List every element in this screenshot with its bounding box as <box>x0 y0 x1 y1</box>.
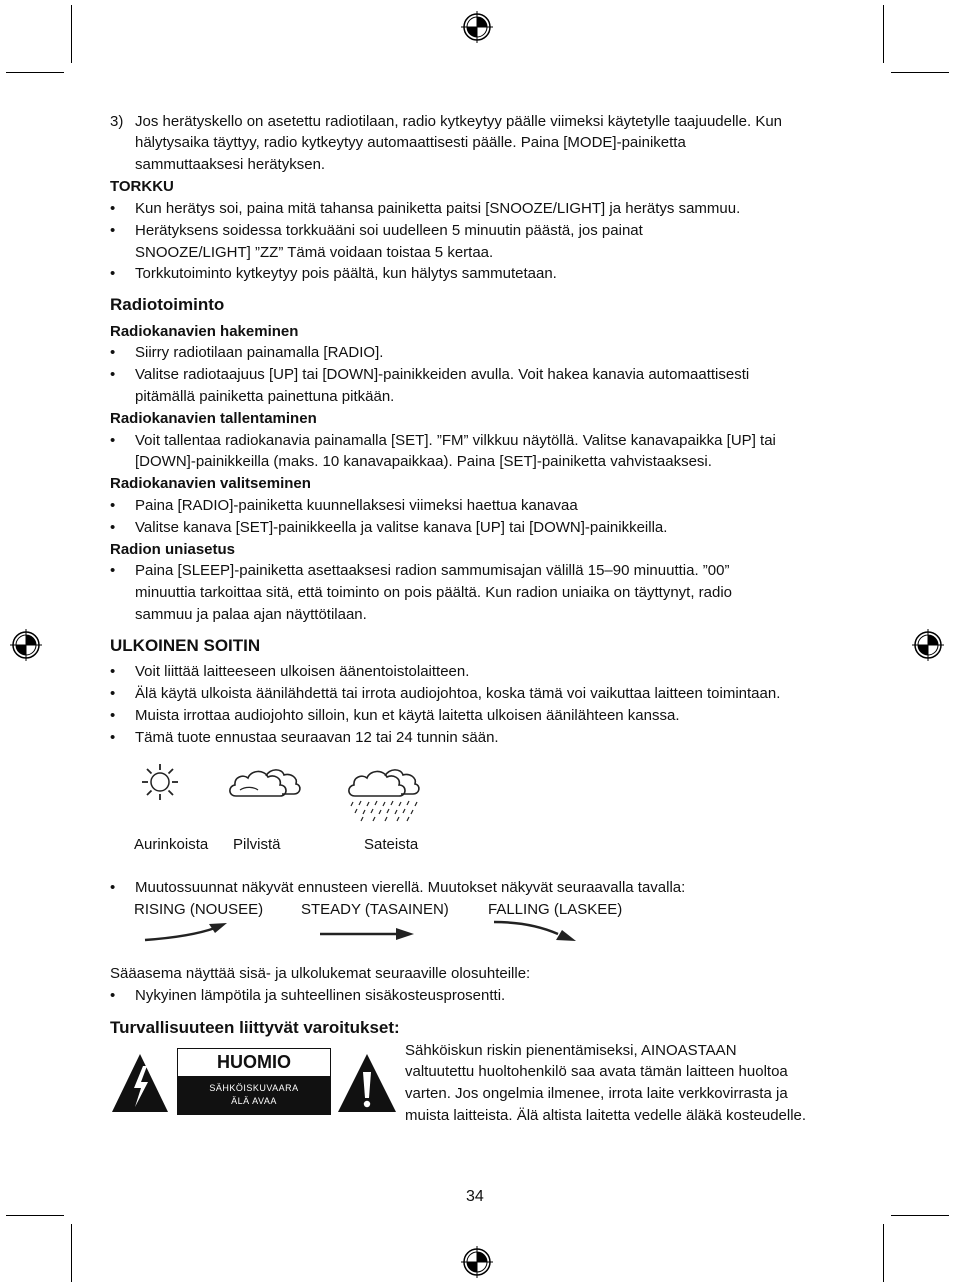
weather-label-sunny: Aurinkoista <box>134 836 209 853</box>
warning-sign-body <box>178 1076 330 1114</box>
registration-mark-icon <box>10 629 42 661</box>
bullet-text: SNOOZE/LIGHT] ”ZZ” Tämä voidaan toistaa 5 kertaa. <box>135 244 494 261</box>
registration-mark-icon <box>461 1246 493 1278</box>
trend-label-rising: RISING (NOUSEE) <box>134 901 264 918</box>
intro-line: sammuttaaksesi herätyksen. <box>135 156 326 173</box>
rising-arrow-icon <box>143 920 233 944</box>
falling-arrow-icon <box>492 918 582 944</box>
sun-icon <box>140 762 180 802</box>
safety-text-line: Sähköiskun riskin pienentämiseksi, AINOASTAAN <box>405 1042 737 1059</box>
warning-sign <box>177 1048 331 1115</box>
bullet-text: sammuu ja palaa ajan näyttötilaan. <box>135 606 367 623</box>
section-heading-external: ULKOINEN SOITIN <box>110 636 261 655</box>
safety-text-line: varten. Jos ongelmia ilmenee, irrota laite verkkovirrasta ja <box>405 1085 788 1102</box>
bullet-text: Nykyinen lämpötila ja suhteellinen sisäkosteusprosentti. <box>135 987 506 1004</box>
crop-mark <box>891 72 949 73</box>
warning-sign-sub1: SÄHKÖISKUVAARA <box>209 1083 299 1093</box>
bullet-text: Voit liittää laitteeseen ulkoisen äänentoistolaitteen. <box>135 663 470 680</box>
section-heading-safety: Turvallisuuteen liittyvät varoitukset: <box>110 1018 400 1037</box>
bullet: • <box>110 707 116 724</box>
intro-line: Jos herätyskello on asetettu radiotilaan, radio kytkeytyy päälle viimeksi käytetylle taajuudelle. Kun <box>135 113 783 130</box>
intro-line: hälytysaika täyttyy, radio kytkeytyy automaattisesti päälle. Paina [MODE]-painiketta <box>135 134 686 151</box>
weather-label-cloudy: Pilvistä <box>233 836 281 853</box>
warning-sign-sub2: ÄLÄ AVAA <box>231 1096 277 1106</box>
warning-sign-title: HUOMIO <box>217 1052 291 1072</box>
bullet-text: Voit tallentaa radiokanavia painamalla [SET]. ”FM” vilkkuu näytöllä. Valitse kanavapaikka [UP] tai <box>135 432 776 449</box>
crop-mark <box>883 5 884 63</box>
bullet-text: [DOWN]-painikkeilla (maks. 10 kanavapaikkaa). Paina [SET]-painiketta vahvistaaksesi. <box>135 453 712 470</box>
bullet-text: Älä käytä ulkoista äänilähdettä tai irrota audiojohtoa, koska tämä voi vaikuttaa laitteen toimintaan. <box>135 685 781 702</box>
bullet-text: Kun herätys soi, paina mitä tahansa painiketta paitsi [SNOOZE/LIGHT] ja herätys sammuu. <box>135 200 741 217</box>
registration-mark-icon <box>912 629 944 661</box>
cloud-icon <box>226 766 302 800</box>
bullet-text: Paina [RADIO]-painiketta kuunnellaksesi viimeksi haettua kanavaa <box>135 497 578 514</box>
subheading-search: Radiokanavien hakeminen <box>110 323 299 340</box>
bullet: • <box>110 987 116 1004</box>
bullet: • <box>110 663 116 680</box>
bullet: • <box>110 497 116 514</box>
trend-label-falling: FALLING (LASKEE) <box>488 901 623 918</box>
section-heading-torkku: TORKKU <box>110 178 174 195</box>
crop-mark <box>71 1224 72 1282</box>
page-number: 34 <box>466 1188 484 1205</box>
bullet: • <box>110 685 116 702</box>
bullet: • <box>110 729 116 746</box>
crop-mark <box>71 5 72 63</box>
bullet: • <box>110 200 116 217</box>
trend-label-steady: STEADY (TASAINEN) <box>301 901 449 918</box>
bullet: • <box>110 222 116 239</box>
bullet: • <box>110 366 116 383</box>
registration-mark-icon <box>461 11 493 43</box>
safety-text-line: muista laitteista. Älä altista laitetta vedelle äläkä kosteudelle. <box>405 1107 807 1124</box>
bullet-text: Valitse kanava [SET]-painikkeella ja valitse kanava [UP] tai [DOWN]-painikkeilla. <box>135 519 668 536</box>
crop-mark <box>6 1215 64 1216</box>
bullet-text: Torkkutoiminto kytkeytyy pois päältä, kun hälytys sammutetaan. <box>135 265 557 282</box>
safety-text-line: valtuutettu huoltohenkilö saa avata tämän laitteen huoltoa <box>405 1063 788 1080</box>
subheading-save: Radiokanavien tallentaminen <box>110 410 317 427</box>
crop-mark <box>6 72 64 73</box>
bullet: • <box>110 432 116 449</box>
bullet: • <box>110 879 116 896</box>
weather-label-rainy: Sateista <box>364 836 419 853</box>
bullet-text: Valitse radiotaajuus [UP] tai [DOWN]-painikkeiden avulla. Voit hakea kanavia automaattisesti <box>135 366 750 383</box>
bullet: • <box>110 344 116 361</box>
bullet-text: Muista irrottaa audiojohto silloin, kun et käytä laitetta ulkoisen äänilähteen kanssa. <box>135 707 680 724</box>
exclamation-warning-icon <box>336 1052 398 1114</box>
subheading-sleep: Radion uniasetus <box>110 541 236 558</box>
bullet-text: pitämällä painiketta painettuna pitkään. <box>135 388 395 405</box>
station-line: Sääasema näyttää sisä- ja ulkolukemat seuraaville olosuhteille: <box>110 965 531 982</box>
subheading-select: Radiokanavien valitseminen <box>110 475 311 492</box>
bullet-text: minuuttia tarkoittaa sitä, että toiminto on pois päältä. Kun radion uniaika on täyttynyt, radio <box>135 584 733 601</box>
bullet: • <box>110 519 116 536</box>
bullet-text: Herätyksens soidessa torkkuääni soi uudelleen 5 minuutin päästä, jos painat <box>135 222 643 239</box>
section-heading-radio: Radiotoiminto <box>110 295 225 314</box>
lightning-warning-icon <box>110 1052 170 1114</box>
bullet-text: Siirry radiotilaan painamalla [RADIO]. <box>135 344 384 361</box>
rain-icon <box>345 766 421 824</box>
crop-mark <box>891 1215 949 1216</box>
bullet: • <box>110 265 116 282</box>
list-marker: 3) <box>110 113 124 130</box>
bullet-text: Muutossuunnat näkyvät ennusteen vierellä. Muutokset näkyvät seuraavalla tavalla: <box>135 879 686 896</box>
bullet-text: Tämä tuote ennustaa seuraavan 12 tai 24 tunnin sään. <box>135 729 499 746</box>
bullet-text: Paina [SLEEP]-painiketta asettaaksesi radion sammumisajan välillä 15–90 minuuttia. ”00” <box>135 562 730 579</box>
crop-mark <box>883 1224 884 1282</box>
steady-arrow-icon <box>318 924 418 944</box>
bullet: • <box>110 562 116 579</box>
